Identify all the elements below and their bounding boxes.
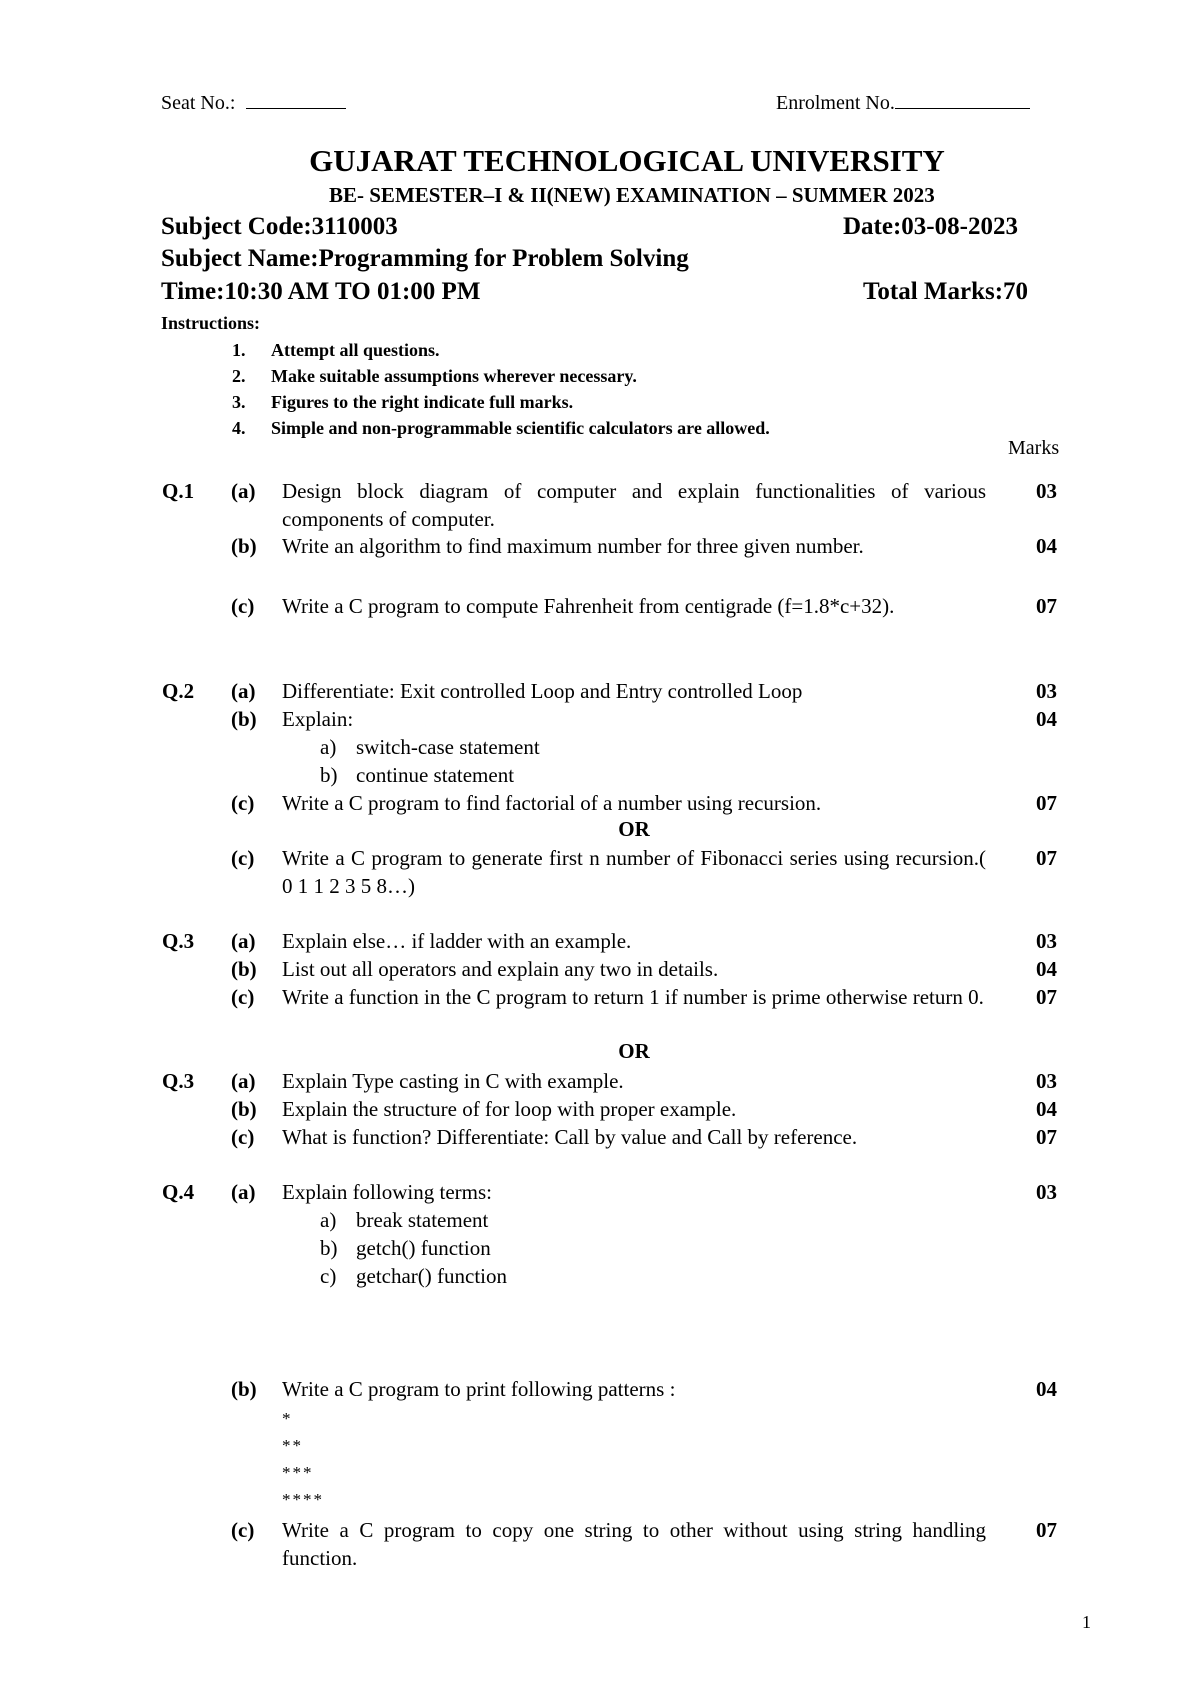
question-marks: 03	[1036, 929, 1057, 953]
star-pattern	[282, 1405, 324, 1513]
instructions-title: Instructions:	[161, 313, 261, 333]
question-text: Write a C program to find factorial of a number using recursion.	[282, 791, 822, 815]
question-text: Write a function in the C program to return 1 if number is prime otherwise return 0.	[282, 985, 984, 1009]
subject-name: Subject Name:Programming for Problem Solving	[161, 245, 689, 272]
question-text: Design block diagram of computer and explain functionalities of various components of computer.	[282, 479, 986, 531]
question-text: Explain else… if ladder with an example.	[282, 929, 632, 953]
exam-title: BE- SEMESTER–I & II(NEW) EXAMINATION – SUMMER 2023	[329, 183, 935, 207]
seat-no-field	[161, 90, 346, 115]
question-marks: 03	[1036, 1180, 1057, 1204]
question-text: Differentiate: Exit controlled Loop and Entry controlled Loop	[282, 679, 803, 703]
question-number: Q.4	[162, 1180, 195, 1204]
question-marks: 07	[1036, 1125, 1057, 1149]
seat-no-blank	[246, 90, 346, 109]
question-text: Explain the structure of for loop with proper example.	[282, 1097, 737, 1121]
question-marks: 03	[1036, 1069, 1057, 1093]
total-marks: Total Marks:70	[863, 278, 1029, 305]
question-number: Q.3	[162, 1069, 195, 1093]
exam-date: Date:03-08-2023	[843, 213, 1018, 240]
question-text: Write a C program to compute Fahrenheit from centigrade (f=1.8*c+32).	[282, 594, 895, 618]
question-text: What is function? Differentiate: Call by value and Call by reference.	[282, 1125, 858, 1149]
question-marks: 03	[1036, 479, 1057, 503]
question-marks: 07	[1036, 985, 1057, 1009]
subject-code: Subject Code:3110003	[161, 213, 398, 240]
enrolment-no-label: Enrolment No.	[776, 92, 895, 114]
or-separator: OR	[618, 817, 650, 841]
enrolment-no-blank	[895, 90, 1030, 109]
question-marks: 07	[1036, 791, 1057, 815]
or-separator: OR	[618, 1039, 650, 1063]
enrolment-no-field	[776, 90, 1030, 115]
university-title: GUJARAT TECHNOLOGICAL UNIVERSITY	[309, 143, 945, 178]
question-marks: 04	[1036, 707, 1057, 731]
pattern-line: ***	[282, 1463, 314, 1482]
question-text: Write a C program to copy one string to other without using string handling function.	[282, 1518, 986, 1570]
question-number: Q.2	[162, 679, 195, 703]
question-marks: 04	[1036, 534, 1057, 558]
question-text: Write a C program to print following patterns :	[282, 1377, 676, 1401]
pattern-line: **	[282, 1436, 303, 1455]
question-marks: 07	[1036, 1518, 1057, 1542]
pattern-line: ****	[282, 1490, 324, 1509]
question-text: Explain Type casting in C with example.	[282, 1069, 624, 1093]
question-marks: 04	[1036, 1097, 1057, 1121]
exam-time: Time:10:30 AM TO 01:00 PM	[161, 278, 481, 305]
question-number: Q.1	[162, 479, 195, 503]
question-marks: 04	[1036, 957, 1057, 981]
marks-column-header: Marks	[1008, 437, 1060, 459]
question-text: Explain following terms:	[282, 1180, 492, 1204]
page-number: 1	[1082, 1612, 1091, 1632]
question-marks: 07	[1036, 846, 1057, 870]
question-marks: 04	[1036, 1377, 1057, 1401]
seat-no-label: Seat No.:	[161, 92, 236, 114]
question-marks: 07	[1036, 594, 1057, 618]
question-text: List out all operators and explain any two in details.	[282, 957, 719, 981]
question-marks: 03	[1036, 679, 1057, 703]
question-number: Q.3	[162, 929, 195, 953]
question-text: Write an algorithm to find maximum number for three given number.	[282, 534, 864, 558]
pattern-line: *	[282, 1409, 293, 1428]
question-text: Explain:	[282, 707, 354, 731]
question-text: Write a C program to generate first n number of Fibonacci series using recursion.( 0 1 1 2 3 5 8…)	[282, 846, 986, 898]
